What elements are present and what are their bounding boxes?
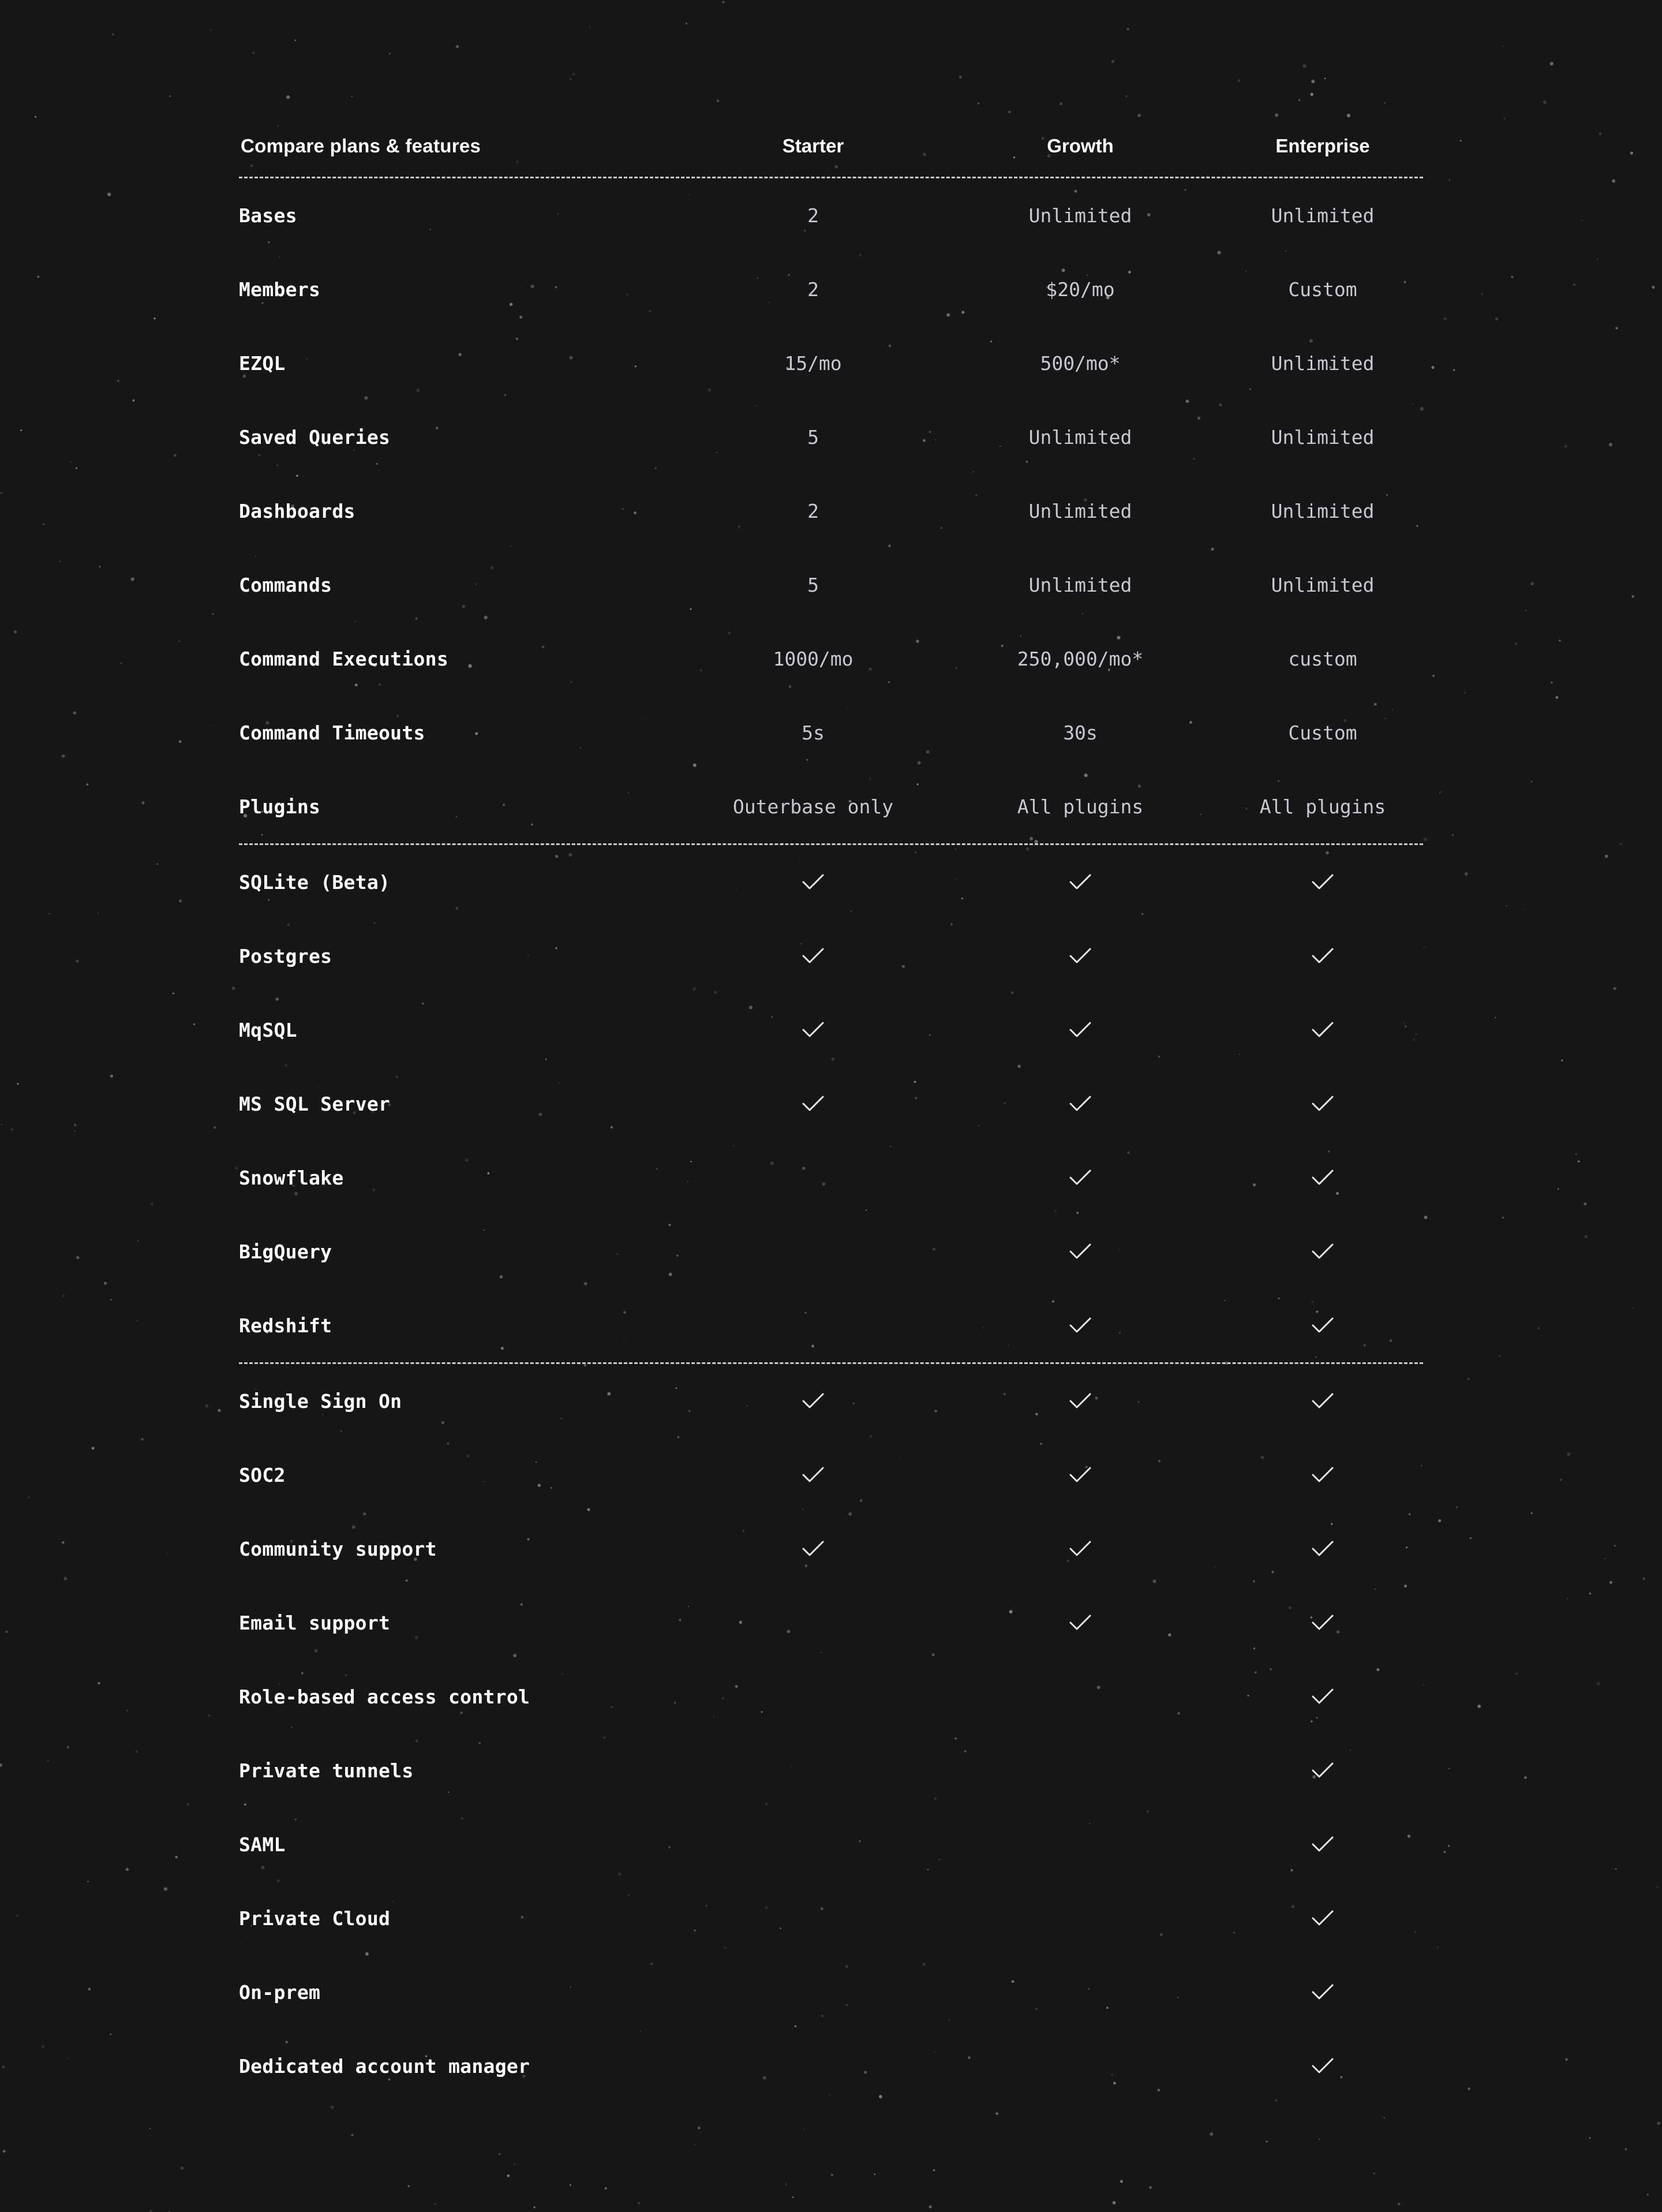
plan-cell-growth — [953, 2029, 1207, 2103]
table-row — [239, 1288, 1423, 1362]
plan-value-enterprise: Unlimited — [1271, 204, 1375, 227]
table-row — [239, 400, 1423, 474]
plan-cell-growth — [953, 919, 1207, 993]
plan-cell-growth — [953, 1215, 1207, 1288]
check-icon — [1311, 1168, 1334, 1187]
check-icon — [1069, 873, 1092, 891]
check-icon — [1311, 1540, 1334, 1558]
feature-label: Members — [239, 278, 321, 301]
plan-value-starter: 5 — [807, 573, 819, 596]
plan-cell-growth — [953, 1660, 1207, 1733]
feature-label: Command Timeouts — [239, 721, 425, 744]
plan-value-enterprise: custom — [1288, 647, 1357, 670]
section-databases — [239, 845, 1423, 1362]
plan-cell-starter — [686, 1438, 940, 1512]
compare-plans-table — [239, 115, 1423, 2103]
feature-label: Command Executions — [239, 647, 449, 670]
plan-value-starter: 2 — [807, 499, 819, 522]
table-row — [239, 2029, 1423, 2103]
plan-cell-starter — [686, 1215, 940, 1288]
plan-header-starter: Starter — [782, 135, 844, 156]
plan-cell-enterprise — [1196, 919, 1450, 993]
table-row — [239, 993, 1423, 1067]
check-icon — [1311, 1466, 1334, 1484]
check-icon — [802, 1540, 825, 1558]
table-row — [239, 1067, 1423, 1141]
plan-cell-enterprise — [1196, 993, 1450, 1067]
plan-cell-enterprise — [1196, 1141, 1450, 1215]
table-row — [239, 1215, 1423, 1288]
plan-value-growth: Unlimited — [1028, 425, 1132, 449]
plan-cell-growth — [953, 845, 1207, 919]
check-icon — [802, 1392, 825, 1410]
plan-value-starter: 15/mo — [784, 352, 842, 375]
feature-label: Role-based access control — [239, 1685, 530, 1708]
feature-label: Dedicated account manager — [239, 2054, 530, 2078]
check-icon — [1311, 1613, 1334, 1632]
feature-label: Postgres — [239, 944, 332, 967]
feature-label: Saved Queries — [239, 425, 391, 449]
plan-cell-starter — [686, 845, 940, 919]
table-row — [239, 548, 1423, 622]
plan-cell-starter — [686, 919, 940, 993]
plan-cell-growth — [953, 1512, 1207, 1586]
table-row — [239, 622, 1423, 696]
plan-cell-growth — [953, 1288, 1207, 1362]
check-icon — [802, 1021, 825, 1039]
plan-cell-starter — [686, 1364, 940, 1438]
check-icon — [1311, 1242, 1334, 1261]
check-icon — [802, 1466, 825, 1484]
plan-cell-enterprise — [1196, 1660, 1450, 1733]
plan-value-growth: Unlimited — [1028, 204, 1132, 227]
plan-cell-enterprise — [1196, 1512, 1450, 1586]
plan-value-enterprise: Unlimited — [1271, 352, 1375, 375]
feature-label: Plugins — [239, 795, 321, 818]
table-row — [239, 696, 1423, 769]
check-icon — [1311, 2057, 1334, 2075]
plan-cell-growth — [953, 1364, 1207, 1438]
check-icon — [1311, 1392, 1334, 1410]
table-row — [239, 1733, 1423, 1807]
table-row — [239, 1141, 1423, 1215]
feature-label: SOC2 — [239, 1463, 286, 1486]
plan-cell-enterprise — [1196, 1807, 1450, 1881]
check-icon — [802, 947, 825, 965]
plan-cell-starter — [686, 1288, 940, 1362]
table-row — [239, 252, 1423, 326]
table-row — [239, 919, 1423, 993]
check-icon — [1069, 1316, 1092, 1335]
plan-cell-starter — [686, 1807, 940, 1881]
check-icon — [1311, 947, 1334, 965]
plan-value-enterprise: Unlimited — [1271, 573, 1375, 596]
plan-value-growth: Unlimited — [1028, 499, 1132, 522]
plan-value-starter: 5 — [807, 425, 819, 449]
feature-label: SQLite (Beta) — [239, 870, 391, 894]
table-row — [239, 1364, 1423, 1438]
plan-cell-starter — [686, 1955, 940, 2029]
feature-label: Bases — [239, 204, 297, 227]
table-row — [239, 326, 1423, 400]
plan-cell-growth — [953, 1586, 1207, 1660]
plan-cell-enterprise — [1196, 1288, 1450, 1362]
plan-value-growth: $20/mo — [1046, 278, 1115, 301]
table-header-row — [239, 115, 1423, 177]
plan-cell-growth — [953, 1141, 1207, 1215]
plan-value-starter: 2 — [807, 278, 819, 301]
plan-cell-growth — [953, 1881, 1207, 1955]
table-row — [239, 1438, 1423, 1512]
check-icon — [1069, 1242, 1092, 1261]
feature-label: Private Cloud — [239, 1907, 391, 1930]
table-row — [239, 845, 1423, 919]
plan-value-growth: All plugins — [1017, 795, 1144, 818]
table-row — [239, 1660, 1423, 1733]
feature-label: Commands — [239, 573, 332, 596]
feature-label: MqSQL — [239, 1018, 297, 1041]
table-row — [239, 474, 1423, 548]
check-icon — [1311, 1909, 1334, 1927]
check-icon — [1311, 1835, 1334, 1854]
plan-cell-enterprise — [1196, 1438, 1450, 1512]
plan-value-enterprise: Custom — [1288, 278, 1357, 301]
feature-label: BigQuery — [239, 1240, 332, 1263]
plan-value-growth: 500/mo* — [1040, 352, 1121, 375]
feature-label: EZQL — [239, 352, 286, 375]
plan-cell-starter — [686, 1660, 940, 1733]
check-icon — [1069, 1540, 1092, 1558]
plan-cell-enterprise — [1196, 1586, 1450, 1660]
feature-label: On-prem — [239, 1981, 321, 2004]
feature-label: Private tunnels — [239, 1759, 414, 1782]
check-icon — [1069, 1021, 1092, 1039]
check-icon — [1069, 1094, 1092, 1113]
plan-value-growth: 30s — [1063, 721, 1098, 744]
feature-label: MS SQL Server — [239, 1092, 391, 1115]
section-limits — [239, 178, 1423, 843]
check-icon — [1311, 1021, 1334, 1039]
check-icon — [1311, 873, 1334, 891]
check-icon — [1311, 1094, 1334, 1113]
plan-cell-starter — [686, 993, 940, 1067]
plan-cell-enterprise — [1196, 845, 1450, 919]
plan-cell-enterprise — [1196, 1364, 1450, 1438]
plan-value-starter: 5s — [802, 721, 825, 744]
plan-value-enterprise: Unlimited — [1271, 499, 1375, 522]
check-icon — [1069, 1466, 1092, 1484]
check-icon — [1311, 1761, 1334, 1780]
feature-label: Single Sign On — [239, 1389, 402, 1413]
table-row — [239, 1807, 1423, 1881]
check-icon — [802, 873, 825, 891]
table-row — [239, 1512, 1423, 1586]
plan-cell-growth — [953, 1807, 1207, 1881]
plan-header-growth: Growth — [1047, 135, 1114, 156]
table-row — [239, 1881, 1423, 1955]
plan-value-enterprise: Custom — [1288, 721, 1357, 744]
plan-cell-enterprise — [1196, 2029, 1450, 2103]
plan-cell-enterprise — [1196, 1955, 1450, 2029]
plan-header-enterprise: Enterprise — [1275, 135, 1370, 156]
plan-cell-enterprise — [1196, 1881, 1450, 1955]
plan-value-growth: 250,000/mo* — [1017, 647, 1144, 670]
plan-cell-growth — [953, 993, 1207, 1067]
plan-cell-starter — [686, 2029, 940, 2103]
table-body — [239, 177, 1423, 2103]
plan-value-starter: 2 — [807, 204, 819, 227]
plan-cell-starter — [686, 1512, 940, 1586]
plan-cell-enterprise — [1196, 1215, 1450, 1288]
check-icon — [1069, 1613, 1092, 1632]
check-icon — [1069, 1168, 1092, 1187]
table-row — [239, 1586, 1423, 1660]
plan-value-enterprise: All plugins — [1259, 795, 1386, 818]
plan-cell-starter — [686, 1141, 940, 1215]
plan-cell-growth — [953, 1733, 1207, 1807]
section-security-support — [239, 1364, 1423, 2103]
plan-value-starter: Outerbase only — [732, 795, 894, 818]
plan-cell-growth — [953, 1955, 1207, 2029]
feature-label: Redshift — [239, 1314, 332, 1337]
feature-label: Dashboards — [239, 499, 355, 522]
table-row — [239, 1955, 1423, 2029]
plan-cell-starter — [686, 1067, 940, 1141]
table-row — [239, 178, 1423, 252]
feature-label: Community support — [239, 1537, 437, 1560]
check-icon — [1311, 1983, 1334, 2001]
check-icon — [1311, 1687, 1334, 1706]
plan-value-starter: 1000/mo — [773, 647, 854, 670]
check-icon — [1311, 1316, 1334, 1335]
plan-cell-starter — [686, 1586, 940, 1660]
feature-label: SAML — [239, 1833, 286, 1856]
plan-value-enterprise: Unlimited — [1271, 425, 1375, 449]
feature-label: Email support — [239, 1611, 391, 1634]
check-icon — [1069, 1392, 1092, 1410]
plan-value-growth: Unlimited — [1028, 573, 1132, 596]
check-icon — [802, 1094, 825, 1113]
plan-cell-growth — [953, 1438, 1207, 1512]
plan-cell-starter — [686, 1733, 940, 1807]
plan-cell-enterprise — [1196, 1067, 1450, 1141]
plan-cell-enterprise — [1196, 1733, 1450, 1807]
check-icon — [1069, 947, 1092, 965]
plan-cell-growth — [953, 1067, 1207, 1141]
plan-cell-starter — [686, 1881, 940, 1955]
table-title: Compare plans & features — [241, 135, 481, 156]
table-row — [239, 769, 1423, 843]
feature-label: Snowflake — [239, 1166, 344, 1189]
